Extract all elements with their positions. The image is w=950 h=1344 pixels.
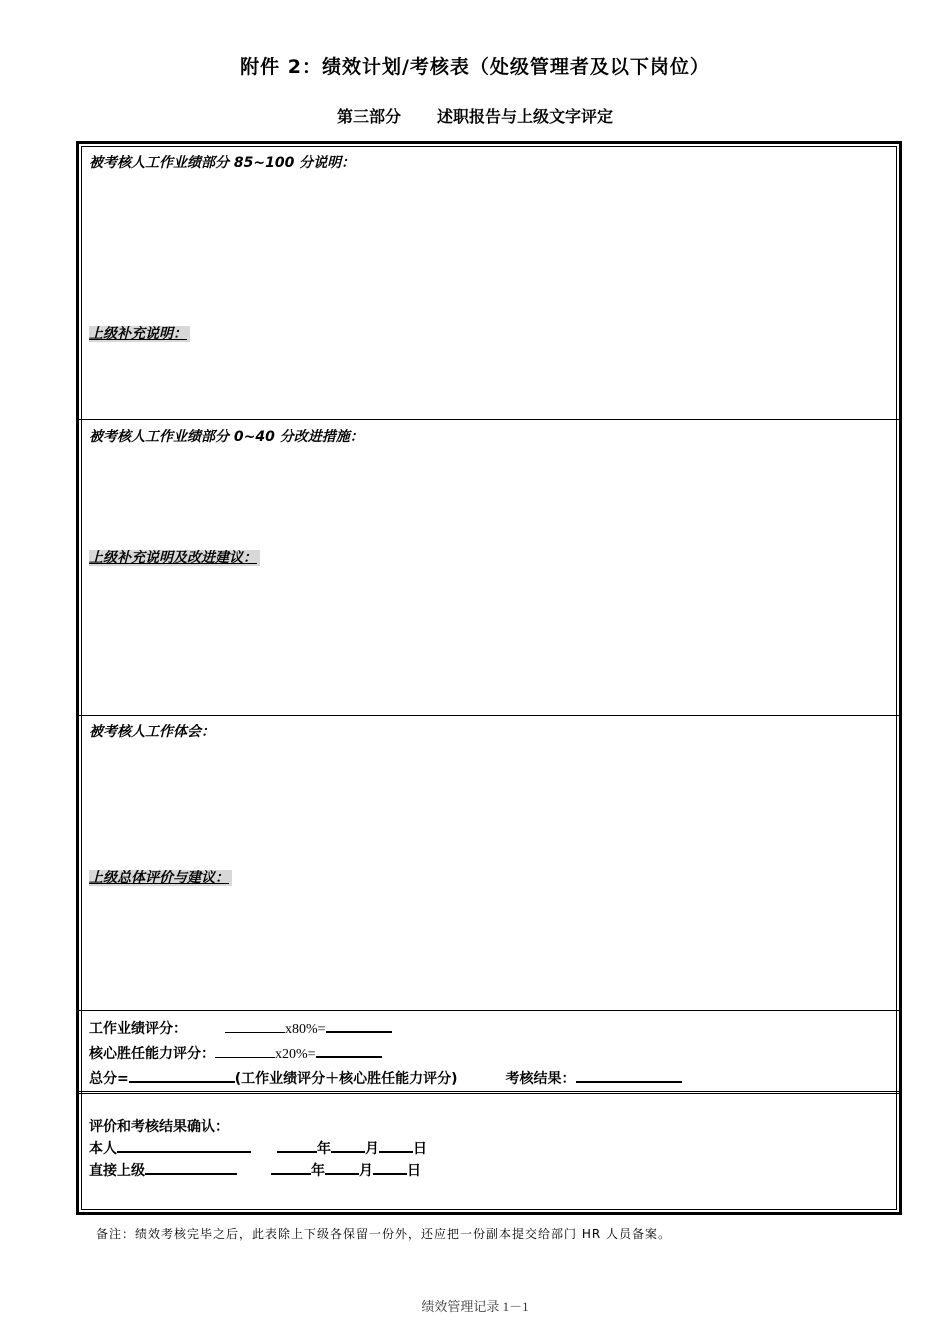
self-year-input[interactable] — [277, 1137, 317, 1153]
day-label: 日 — [413, 1141, 427, 1157]
work-reflection-label: 被考核人工作体会： — [89, 724, 215, 740]
supervisor-day-input[interactable] — [373, 1159, 407, 1175]
supervisor-sign-row — [89, 1159, 421, 1180]
total-score-formula: (工作业绩评分＋核心胜任能力评分) — [234, 1071, 458, 1087]
total-score-label: 总分= — [89, 1071, 129, 1087]
work-score-result[interactable] — [326, 1017, 392, 1033]
self-month-input[interactable] — [331, 1137, 365, 1153]
part-number: 第三部分 — [336, 107, 401, 126]
section-low-score-improvement[interactable] — [79, 420, 899, 716]
section-high-score-explanation[interactable] — [79, 144, 899, 420]
section-confirmation — [79, 1094, 899, 1212]
supervisor-year-input[interactable] — [271, 1159, 311, 1175]
supervisor-overall-label: 上级总体评价与建议： — [89, 870, 232, 886]
self-label: 本人 — [89, 1141, 117, 1157]
total-score-input[interactable] — [129, 1067, 235, 1083]
self-day-input[interactable] — [379, 1137, 413, 1153]
core-score-label: 核心胜任能力评分： — [89, 1046, 215, 1062]
page-footer: 绩效管理记录 1－1 — [421, 1299, 529, 1314]
self-sign-row — [89, 1137, 427, 1158]
self-signature-input[interactable] — [117, 1137, 251, 1153]
supervisor-month-input[interactable] — [325, 1159, 359, 1175]
confirm-title: 评价和考核结果确认： — [89, 1119, 229, 1135]
work-score-formula: x80%= — [285, 1022, 326, 1037]
core-score-input[interactable] — [215, 1043, 275, 1058]
work-score-label: 工作业绩评分： — [89, 1021, 187, 1037]
year-label: 年 — [317, 1141, 331, 1157]
low-score-label: 被考核人工作业绩部分 0~40 分改进措施： — [89, 429, 364, 445]
month-label: 月 — [359, 1163, 373, 1179]
month-label: 月 — [365, 1141, 379, 1157]
supervisor-improvement-label: 上级补充说明及改进建议： — [89, 550, 260, 566]
section-work-reflection[interactable] — [79, 716, 899, 1011]
appraisal-form — [76, 141, 902, 1215]
work-score-row — [89, 1017, 392, 1038]
core-score-result[interactable] — [316, 1042, 382, 1058]
supervisor-label: 直接上级 — [89, 1163, 145, 1179]
result-input[interactable] — [576, 1067, 682, 1083]
form-title: 附件 2：绩效计划/考核表（处级管理者及以下岗位） — [240, 56, 710, 78]
core-score-formula: x20%= — [275, 1047, 316, 1062]
year-label: 年 — [311, 1163, 325, 1179]
work-score-input[interactable] — [225, 1018, 285, 1033]
section-scores — [79, 1011, 899, 1094]
part-title: 述职报告与上级文字评定 — [437, 107, 614, 126]
form-subtitle — [0, 104, 950, 127]
core-score-row — [89, 1042, 382, 1063]
day-label: 日 — [407, 1163, 421, 1179]
result-label: 考核结果： — [505, 1071, 576, 1087]
high-score-label: 被考核人工作业绩部分 85~100 分说明： — [89, 155, 356, 171]
supervisor-signature-input[interactable] — [145, 1159, 237, 1175]
supervisor-supplement-label: 上级补充说明： — [89, 326, 190, 342]
remark-note: 备注：绩效考核完毕之后，此表除上下级各保留一份外，还应把一份副本提交给部门 HR 人员备案。 — [96, 1227, 671, 1241]
total-score-row — [89, 1067, 682, 1088]
